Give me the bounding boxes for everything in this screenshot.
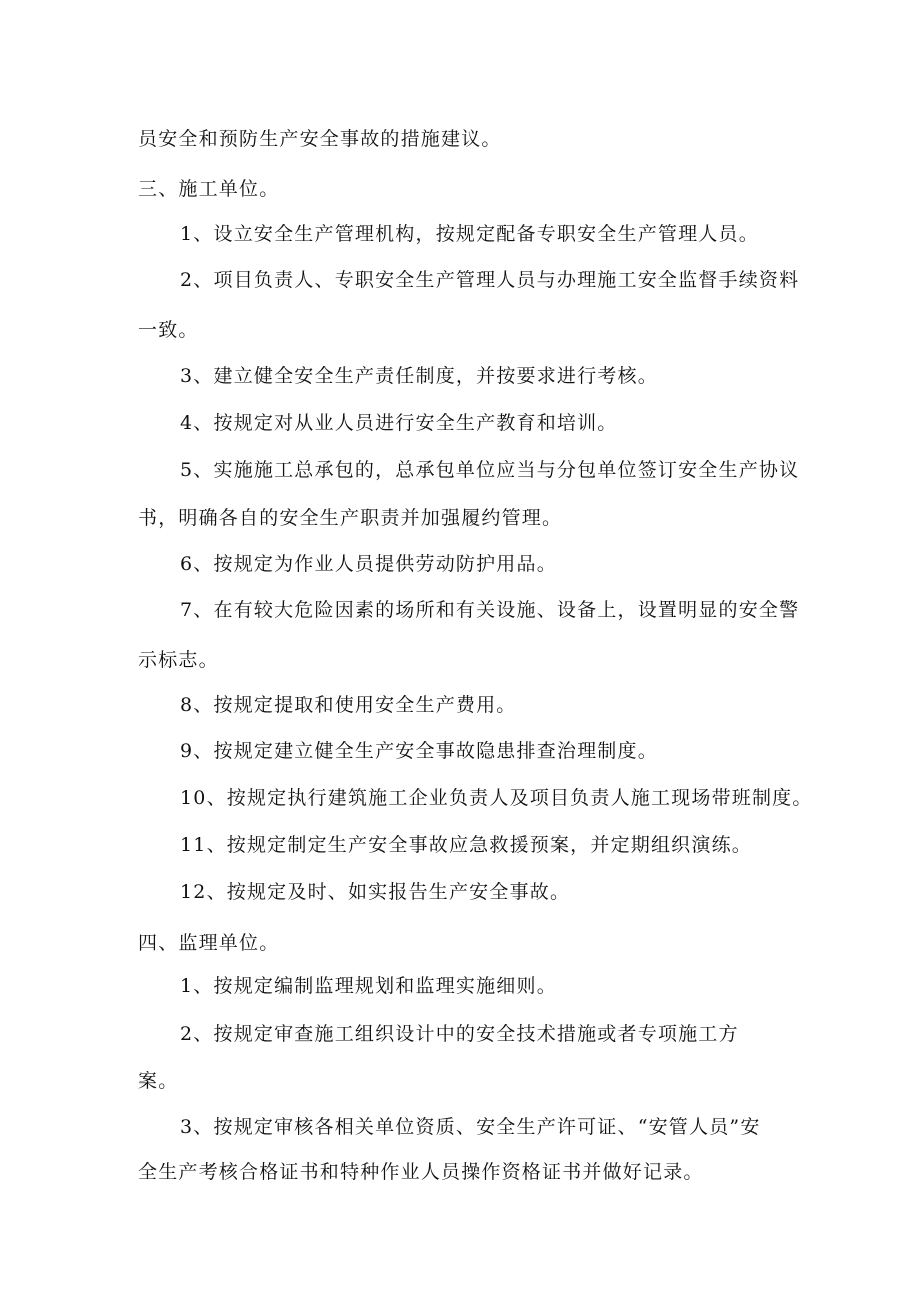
text-line: 8、按规定提取和使用安全生产费用。 bbox=[180, 694, 517, 716]
text-line: 员安全和预防生产安全事故的措施建议。 bbox=[138, 128, 502, 150]
text-line: 2、项目负责人、专职安全生产管理人员与办理施工安全监督手续资料 bbox=[180, 269, 800, 291]
text-line: 12、按规定及时、如实报告生产安全事故。 bbox=[180, 881, 571, 903]
text-line: 示标志。 bbox=[138, 649, 219, 671]
text-line: 10、按规定执行建筑施工企业负责人及项目负责人施工现场带班制度。 bbox=[180, 787, 813, 809]
text-line: 4、按规定对从业人员进行安全生产教育和培训。 bbox=[180, 412, 618, 434]
text-line: 1、按规定编制监理规划和监理实施细则。 bbox=[180, 975, 557, 997]
text-line: 全生产考核合格证书和特种作业人员操作资格证书并做好记录。 bbox=[138, 1161, 704, 1183]
text-line: 5、实施施工总承包的，总承包单位应当与分包单位签订安全生产协议 bbox=[180, 459, 800, 481]
section-heading: 三、施工单位。 bbox=[138, 178, 280, 200]
text-line: 11、按规定制定生产安全事故应急救援预案，并定期组织演练。 bbox=[180, 834, 752, 856]
section-heading: 四、监理单位。 bbox=[138, 932, 280, 954]
text-line: 书，明确各自的安全生产职责并加强履约管理。 bbox=[138, 507, 563, 529]
text-line: 1、设立安全生产管理机构，按规定配备专职安全生产管理人员。 bbox=[180, 223, 759, 245]
text-line: 7、在有较大危险因素的场所和有关设施、设备上，设置明显的安全警 bbox=[180, 599, 800, 621]
text-line: 3、按规定审核各相关单位资质、安全生产许可证、“安管人员”安 bbox=[180, 1116, 761, 1138]
text-line: 3、建立健全安全生产责任制度，并按要求进行考核。 bbox=[180, 365, 658, 387]
text-line: 9、按规定建立健全生产安全事故隐患排查治理制度。 bbox=[180, 740, 658, 762]
text-line: 案。 bbox=[138, 1070, 179, 1092]
text-line: 6、按规定为作业人员提供劳动防护用品。 bbox=[180, 553, 557, 575]
text-line: 一致。 bbox=[138, 319, 199, 341]
text-line: 2、按规定审查施工组织设计中的安全技术措施或者专项施工方 bbox=[180, 1023, 739, 1045]
